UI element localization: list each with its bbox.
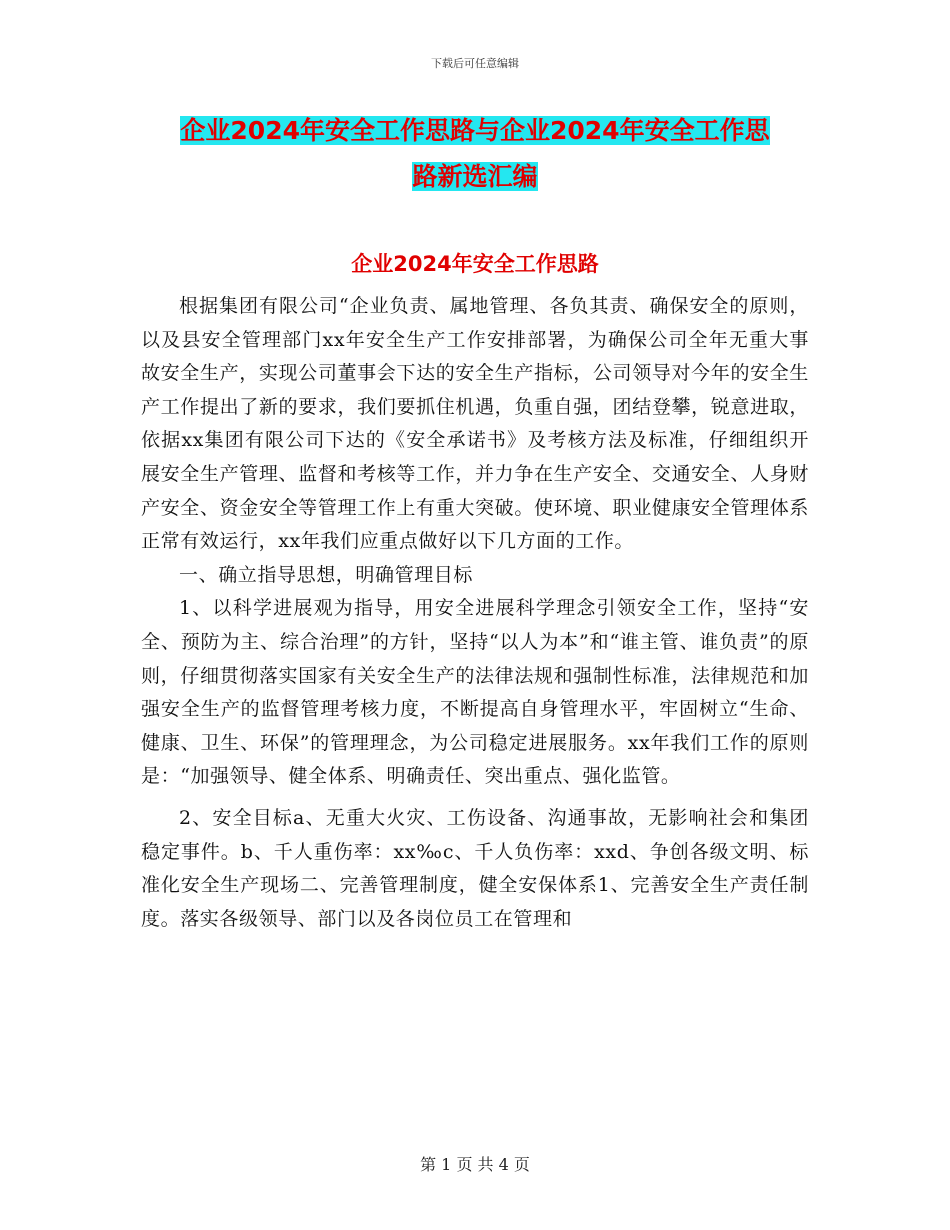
main-title-line-2: 路新选汇编	[412, 162, 538, 191]
main-title	[145, 108, 805, 200]
body-text	[141, 290, 809, 936]
section-title: 企业2024年安全工作思路	[351, 252, 599, 276]
header-note: 下载后可任意编辑	[431, 57, 519, 70]
paragraph-item-2: 2、安全目标a、无重大火灾、工伤设备、沟通事故，无影响社会和集团稳定事件。b、千人重伤率：xx‰c、千人负伤率：xxd、争创各级文明、标准化安全生产现场二、完善管理制度，健全安保体系1、完善安全生产责任制度。落实各级领导、部门以及各岗位员工在管理和	[141, 806, 809, 930]
paragraph-heading-1: 一、确立指导思想，明确管理目标	[179, 563, 474, 586]
paragraph-intro: 根据集团有限公司“企业负责、属地管理、各负其责、确保安全的原则，以及县安全管理部门xx年安全生产工作安排部署，为确保公司全年无重大事故安全生产，实现公司董事会下达的安全生产指标，公司领导对今年的安全生产工作提出了新的要求，我们要抓住机遇，负重自强，团结登攀，锐意进取，依据xx集团有限公司下达的《安全承诺书》及考核方法及标准，仔细组织开展安全生产管理、监督和考核等工作，并力争在生产安全、交通安全、人身财产安全、资金安全等管理工作上有重大突破。使环境、职业健康安全管理体系正常有效运行，xx年我们应重点做好以下几方面的工作。	[141, 295, 809, 553]
page-footer: 第 1 页 共 4 页	[420, 1155, 530, 1174]
paragraph-item-1: 1、以科学进展观为指导，用安全进展科学理念引领安全工作，坚持“安全、预防为主、综合治理”的方针，坚持“以人为本”和“谁主管、谁负责”的原则，仔细贯彻落实国家有关安全生产的法律法规和强制性标准，法律规范和加强安全生产的监督管理考核力度，不断提高自身管理水平，牢固树立“生命、健康、卫生、环保”的管理理念，为公司稳定进展服务。xx年我们工作的原则是：“加强领导、健全体系、明确责任、突出重点、强化监管。	[141, 597, 809, 788]
main-title-line-1: 企业2024年安全工作思路与企业2024年安全工作思	[180, 116, 770, 145]
